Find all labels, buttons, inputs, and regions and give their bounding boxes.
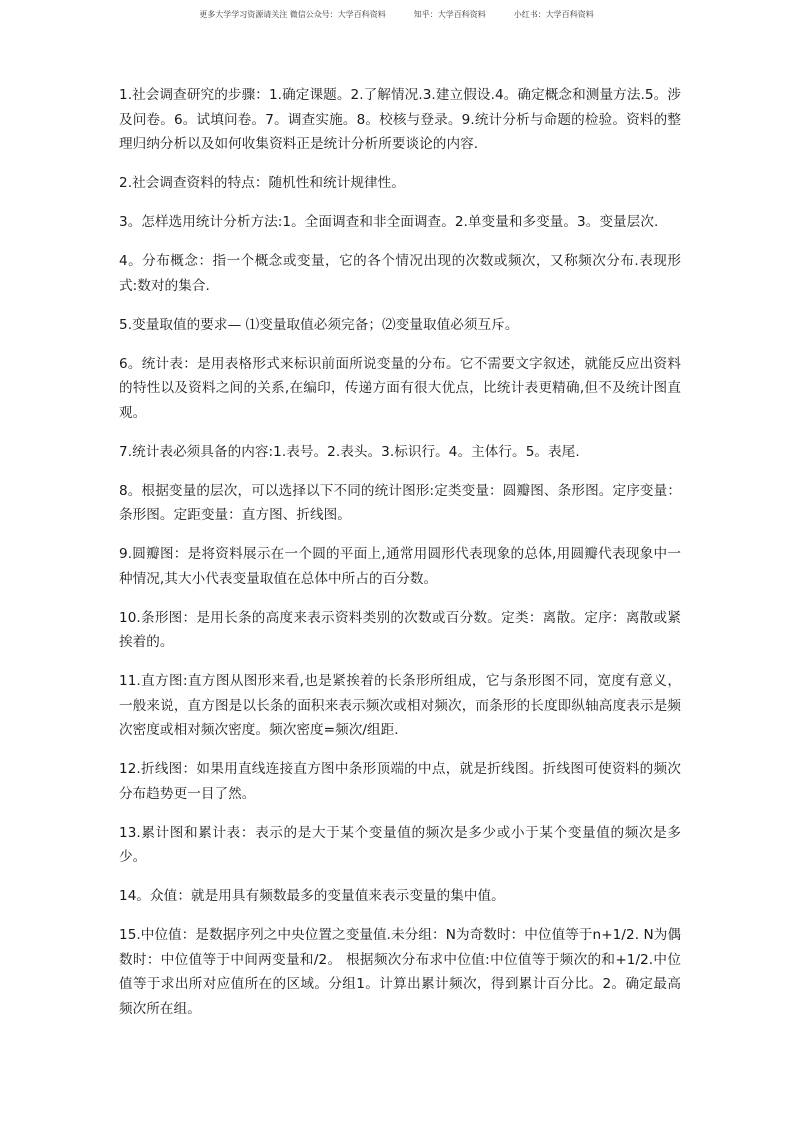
paragraph-method-selection: 3。怎样选用统计分析方法:1。全面调查和非全面调查。2.单变量和多变量。3。变量层次.: [119, 214, 659, 230]
paragraph-mode: 14。众值：就是用具有频数最多的变量值来表示变量的集中值。: [119, 888, 505, 904]
paragraph-cumulative: 13.累计图和累计表：表示的是大于某个变量值的频次是多少或小于某个变量值的频次是多少。: [119, 824, 681, 865]
header-zhihu-note: 知乎：大学百科资料: [413, 10, 486, 19]
paragraph-distribution-concept: 4。分布概念：指一个概念或变量，它的各个情况出现的次数或频次，又称频次分布.表现形式:数对的集合.: [119, 253, 681, 294]
paragraph-histogram: 11.直方图:直方图从图形来看,也是紧挨着的长条形所组成，它与条形图不同，宽度有意义，一般来说，直方图是以长条的面积来表示频次或相对频次，而条形的长度即纵轴高度表示是频次密度或相对频次密度。频次密度=频次/组距.: [119, 673, 681, 738]
paragraph-statistical-table: 6。统计表：是用表格形式来标识前面所说变量的分布。它不需要文字叙述，就能反应出资料的特性以及资料之间的关系,在编印，传递方面有很大优点，比统计表更精确,但不及统计图直观。: [119, 355, 681, 421]
paragraph-line-chart: 12.折线图：如果用直线连接直方图中条形顶端的中点，就是折线图。折线图可使资料的频次分布趋势更一目了然。: [119, 761, 681, 802]
paragraph-pie-chart: 9.圆瓣图：是将资料展示在一个圆的平面上,通常用圆形代表现象的总体,用圆瓣代表现象中一种情况,其大小代表变量取值在总体中所占的百分数。: [119, 546, 681, 587]
paragraph-data-characteristics: 2.社会调查资料的特点：随机性和统计规律性。: [119, 175, 405, 191]
paragraph-survey-steps: 1.社会调查研究的步骤：1.确定课题。2.了解情况.3.建立假设.4。确定概念和测量方法.5。涉及问卷。6。试填问卷。7。调查实施。8。校核与登录。9.统计分析与命题的检验。资料的整理归纳分析以及如何收集资料正是统计分析所要谈论的内容.: [119, 87, 681, 152]
header-wechat-note: 更多大学学习资源请关注 微信公众号：大学百科资料: [199, 10, 386, 19]
paragraph-bar-chart: 10.条形图：是用长条的高度来表示资料类别的次数或百分数。定类：离散。定序：离散或紧挨着的。: [119, 609, 681, 650]
paragraph-chart-selection: 8。根据变量的层次，可以选择以下不同的统计图形:定类变量：圆瓣图、条形图。定序变量：条形图。定距变量：直方图、折线图。: [119, 482, 681, 523]
paragraph-variable-requirements: 5.变量取值的要求— ⑴变量取值必须完备；⑵变量取值必须互斥。: [119, 316, 519, 333]
document-body: [119, 83, 681, 1036]
paragraph-table-contents: 7.统计表必须具备的内容:1.表号。2.表头。3.标识行。4。主体行。5。表尾.: [119, 443, 580, 460]
page-header: [0, 9, 793, 20]
paragraph-median: 15.中位值：是数据序列之中央位置之变量值.未分组：N为奇数时：中位值等于n+1/2. N为偶数时：中位值等于中间两变量和/2。 根据频次分布求中位值:中位值等于频次的和+1/2.中位值等于求出所对应值所在的区域。分组1。计算出累计频次，得到累计百分比。2。确定最高频次所在组。: [119, 927, 681, 1017]
header-xiaohongshu-note: 小红书：大学百科资料: [513, 10, 594, 19]
